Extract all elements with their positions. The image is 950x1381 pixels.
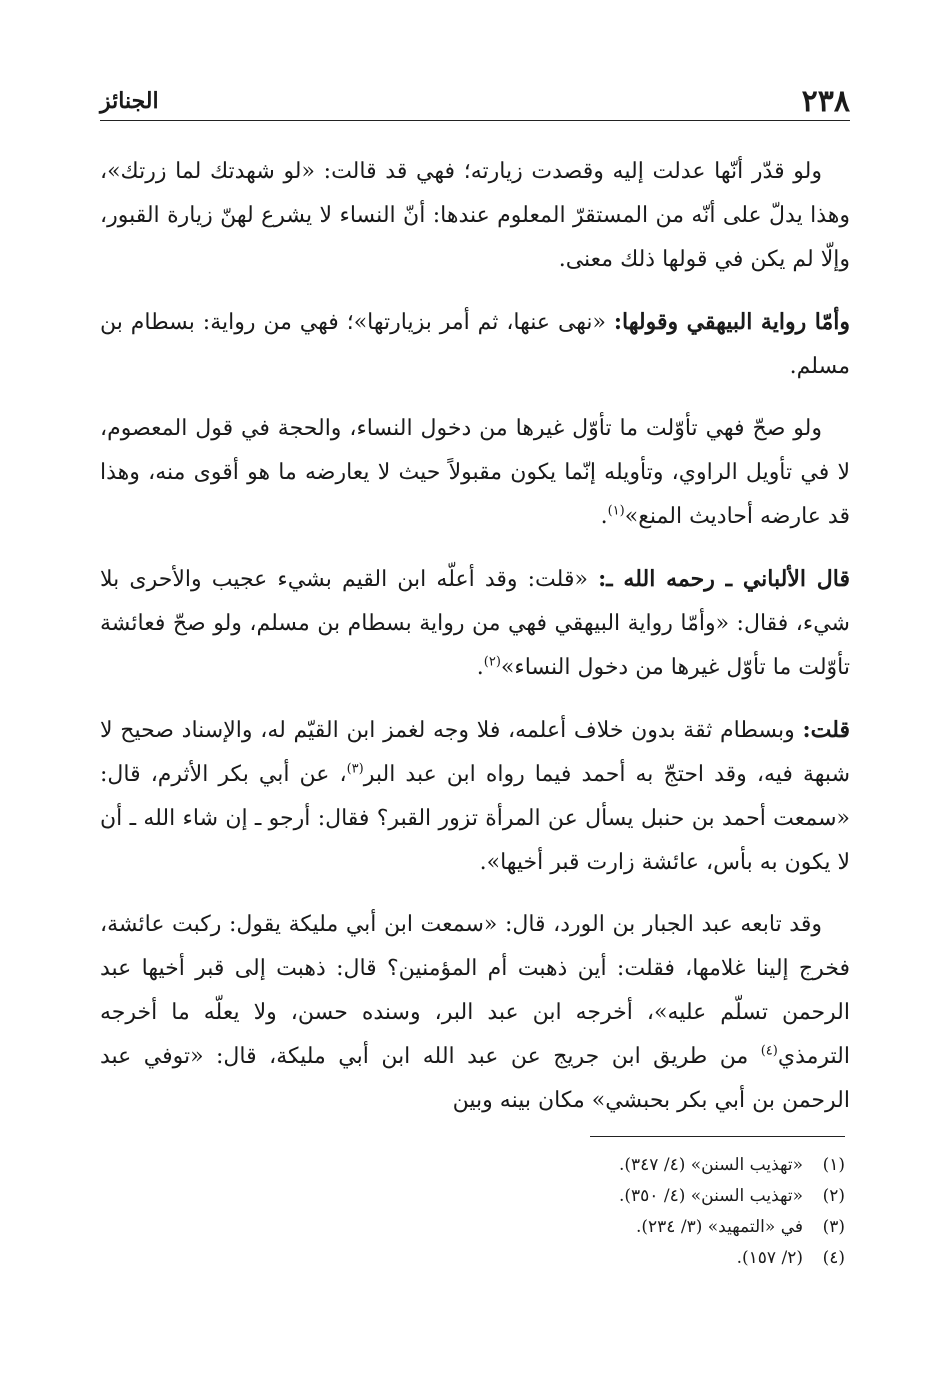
footnote-text: (٢/ ١٥٧). <box>736 1248 803 1268</box>
footnote-ref[interactable]: (٣) <box>346 761 364 777</box>
footnote-number: (٢) <box>822 1186 845 1206</box>
footnote-text: في «التمهيد» (٣/ ٢٣٤). <box>635 1217 803 1237</box>
paragraph-lead: قال الألباني ـ رحمه الله ـ: <box>598 566 850 592</box>
main-text <box>100 150 850 1141</box>
page-number: ٢٣٨ <box>801 84 850 119</box>
page-header <box>100 80 850 121</box>
footnote-ref[interactable]: (٢) <box>483 654 501 670</box>
paragraph-1: ولو قدّر أنّها عدلت إليه وقصدت زيارته؛ فهي قد قالت: «لو شهدتك لما زرتك»، وهذا يدلّ على أنّه من المستقرّ المعلوم عندها: أنّ النساء لا يشرع لهنّ زيارة القبور، وإلّا لم يكن في قولها ذلك معنى. <box>100 159 850 272</box>
chapter-title: الجنائز <box>100 88 159 114</box>
footnote-3 <box>100 1212 845 1243</box>
paragraph-4: قال الألباني ـ رحمه الله ـ: «قلت: وقد أعلّه ابن القيم بشيء عجيب والأحرى بلا شيء، فقال: «وأمّا رواية البيهقي فهي من رواية بسطام بن مسلم، ولو صحّ فعائشة تأوّلت ما تأوّل غيرها من دخول النساء»$^{(٢)}$. <box>100 566 850 680</box>
footnote-number: (٤) <box>822 1248 845 1268</box>
footnote-2 <box>100 1181 845 1212</box>
footnote-number: (٣) <box>822 1217 845 1237</box>
footnote-text: «تهذيب السنن» (٤/ ٣٥٠). <box>618 1186 803 1206</box>
paragraph-5: قلت: وبسطام ثقة بدون خلاف أعلمه، فلا وجه لغمز ابن القيّم له، والإسناد صحيح لا شبهة فيه، وقد احتجّ به أحمد فيما رواه ابن عبد البر$^{(٣)}$، عن أبي بكر الأثرم، قال: «سمعت أحمد بن حنبل يسأل عن المرأة تزور القبر؟ فقال: أرجو ـ إن شاء الله ـ أن لا يكون به بأس، عائشة زارت قبر أخيها». <box>100 717 851 875</box>
footnote-ref[interactable]: (١) <box>607 503 625 519</box>
footnote-1 <box>100 1150 845 1181</box>
paragraph-lead: قلت: <box>802 717 850 743</box>
footnote-text: «تهذيب السنن» (٤/ ٣٤٧). <box>618 1155 803 1175</box>
paragraph-2: وأمّا رواية البيهقي وقولها: «نهى عنها، ثم أمر بزيارتها»؛ فهي من رواية: بسطام بن مسلم. <box>100 309 850 379</box>
paragraph-3: ولو صحّ فهي تأوّلت ما تأوّل غيرها من دخول النساء، والحجة في قول المعصوم، لا في تأويل الراوي، وتأويله إنّما يكون مقبولاً حيث لا يعارضه ما هو أقوى منه، وهذا قد عارضه أحاديث المنع»$^{(١)}$. <box>100 416 850 529</box>
footnotes <box>100 1150 845 1274</box>
paragraph-lead: وأمّا رواية البيهقي وقولها: <box>613 309 850 335</box>
footnote-number: (١) <box>822 1155 845 1175</box>
footnote-4 <box>100 1243 845 1274</box>
footnote-ref[interactable]: (٤) <box>760 1043 778 1059</box>
paragraph-6: وقد تابعه عبد الجبار بن الورد، قال: «سمعت ابن أبي مليكة يقول: ركبت عائشة، فخرج إلينا غلامها، فقلت: أين ذهبت أم المؤمنين؟ قال: ذهبت إلى قبر أخيها عبد الرحمن تسلّم عليه»، أخرجه ابن عبد البر، وسنده حسن، ولا يعلّه ما أخرجه الترمذي$^{(٤)}$ من طريق ابن جريج عن عبد الله ابن أبي مليكة، قال: «توفي عبد الرحمن بن أبي بكر بحبشي» مكان بينه وبين <box>100 912 850 1113</box>
footnote-separator <box>590 1136 845 1137</box>
